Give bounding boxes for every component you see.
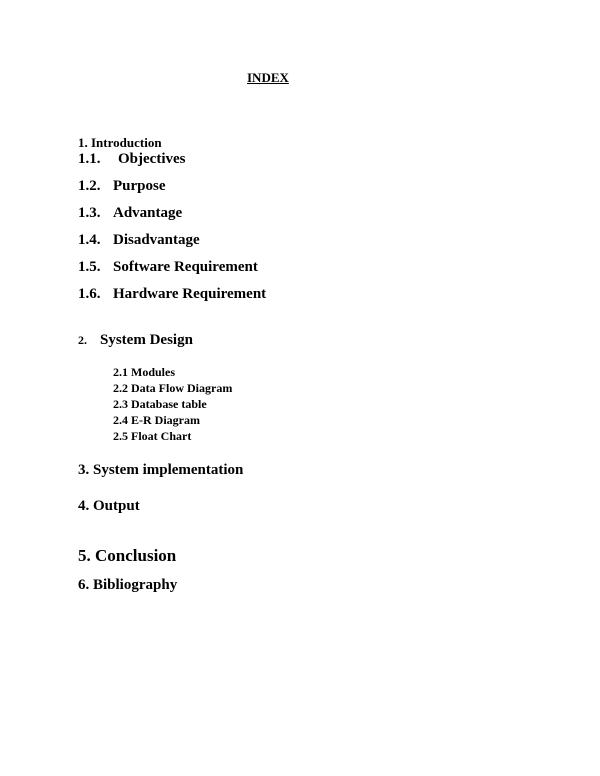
section-number: 2.: [78, 333, 87, 347]
toc-subitem-2-2: 2.2 Data Flow Diagram: [113, 381, 233, 395]
toc-item-1-2: [78, 178, 166, 195]
page-title: INDEX: [247, 70, 289, 85]
toc-item-text: Advantage: [113, 205, 183, 221]
toc-item-1-3: [78, 205, 182, 222]
toc-item-1-6: [78, 286, 266, 303]
toc-item-number: 1.3.: [78, 205, 101, 221]
toc-subitem-2-1: 2.1 Modules: [113, 365, 176, 379]
section-2-heading: [78, 331, 193, 349]
toc-item-number: 1.6.: [78, 286, 101, 302]
toc-item-1-1: [78, 151, 185, 168]
section-6-heading: 6. Bibliography: [78, 577, 178, 593]
section-4-heading: 4. Output: [78, 498, 140, 514]
toc-item-number: 1.2.: [78, 178, 101, 194]
toc-item-1-4: [78, 232, 200, 249]
toc-item-text: Software Requirement: [113, 259, 258, 275]
toc-item-text: Hardware Requirement: [113, 286, 267, 302]
toc-item-1-5: [78, 259, 258, 276]
toc-item-text: Purpose: [113, 178, 166, 194]
toc-item-text: Disadvantage: [113, 232, 200, 248]
section-5-heading: 5. Conclusion: [78, 546, 177, 565]
toc-subitem-2-4: 2.4 E-R Diagram: [113, 413, 200, 427]
section-3-heading: 3. System implementation: [78, 462, 244, 478]
toc-item-number: 1.4.: [78, 232, 101, 248]
section-text: System Design: [100, 332, 193, 348]
section-1-heading: 1. Introduction: [78, 135, 162, 150]
toc-subitem-2-5: 2.5 Float Chart: [113, 429, 192, 443]
toc-item-text: Objectives: [118, 151, 186, 167]
toc-item-number: 1.5.: [78, 259, 101, 275]
toc-subitem-2-3: 2.3 Database table: [113, 397, 207, 411]
toc-item-number: 1.1.: [78, 151, 101, 167]
